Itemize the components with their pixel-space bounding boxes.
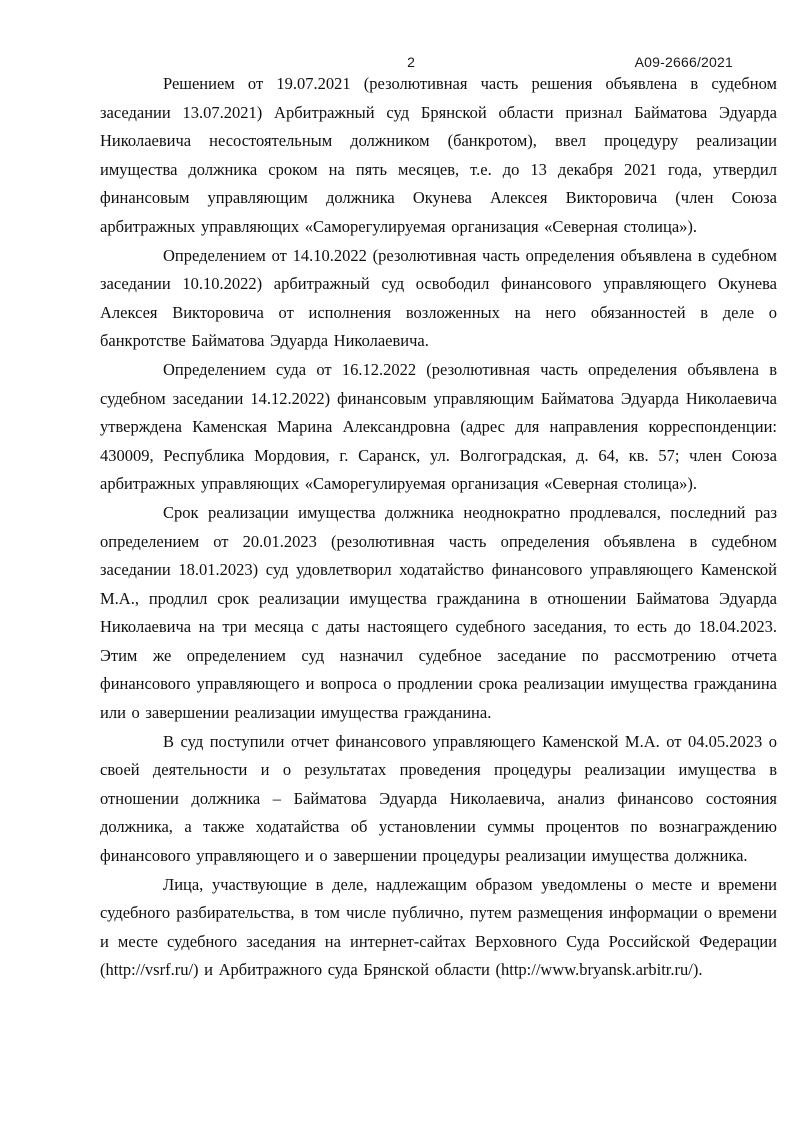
paragraph-decision-2021: Решением от 19.07.2021 (резолютивная часть решения объявлена в судебном заседании 13.07.2021) Арбитражный суд Брянской области признал Байматова Эдуарда Николаевича несостоятельным должником (банкротом), ввел процедуру реализации имущества должника сроком на пять месяцев, т.е. до 13 декабря 2021 года, утвердил финансовым управляющим должника Окунева Алексея Викторовича (член Союза арбитражных управляющих «Саморегулируемая организация «Северная столица»). <box>100 74 777 236</box>
paragraph-ruling-14-10-2022: Определением от 14.10.2022 (резолютивная часть определения объявлена в судебном заседании 10.10.2022) арбитражный суд освободил финансового управляющего Окунева Алексея Викторовича от исполнения возложенных на него обязанностей в деле о банкротстве Байматова Эдуарда Николаевича. <box>100 245 777 351</box>
paragraph-notification: Лица, участвующие в деле, надлежащим образом уведомлены о месте и времени судебного разбирательства, в том числе публично, путем размещения информации о времени и месте судебного заседания на интернет-сайтах Верховного Суда Российской Федерации (http://vsrf.ru/) и Арбитражного суда Брянской области (http://www.bryansk.arbitr.ru/). <box>100 874 777 980</box>
paragraph-extension-term: Срок реализации имущества должника неоднократно продлевался, последний раз определением от 20.01.2023 (резолютивная часть определения объявлена в судебном заседании 18.01.2023) суд удовлетворил ходатайство финансового управляющего Каменской М.А., продлил срок реализации имущества гражданина в отношении Байматова Эдуарда Николаевича на три месяца с даты настоящего судебного заседания, то есть до 18.04.2023. Этим же определением суд назначил судебное заседание по рассмотрению отчета финансового управляющего и вопроса о продлении срока реализации имущества гражданина или о завершении реализации имущества гражданина. <box>100 502 777 723</box>
page-number: 2 <box>407 54 415 70</box>
case-number: А09-2666/2021 <box>634 54 733 70</box>
document-text <box>100 70 777 985</box>
paragraph-ruling-16-12-2022: Определением суда от 16.12.2022 (резолютивная часть определения объявлена в судебном заседании 14.12.2022) финансовым управляющим Байматова Эдуарда Николаевича утверждена Каменская Марина Александровна (адрес для направления корреспонденции: 430009, Республика Мордовия, г. Саранск, ул. Волгоградская, д. 64, кв. 57; член Союза арбитражных управляющих «Саморегулируемая организация «Северная столица»). <box>100 359 777 494</box>
paragraph-report-received: В суд поступили отчет финансового управляющего Каменской М.А. от 04.05.2023 о своей деятельности и о результатах проведения процедуры реализации имущества в отношении должника – Байматова Эдуарда Николаевича, анализ финансово состояния должника, а также ходатайства об установлении суммы процентов по вознаграждению финансового управляющего и о завершении процедуры реализации имущества должника. <box>100 731 777 866</box>
